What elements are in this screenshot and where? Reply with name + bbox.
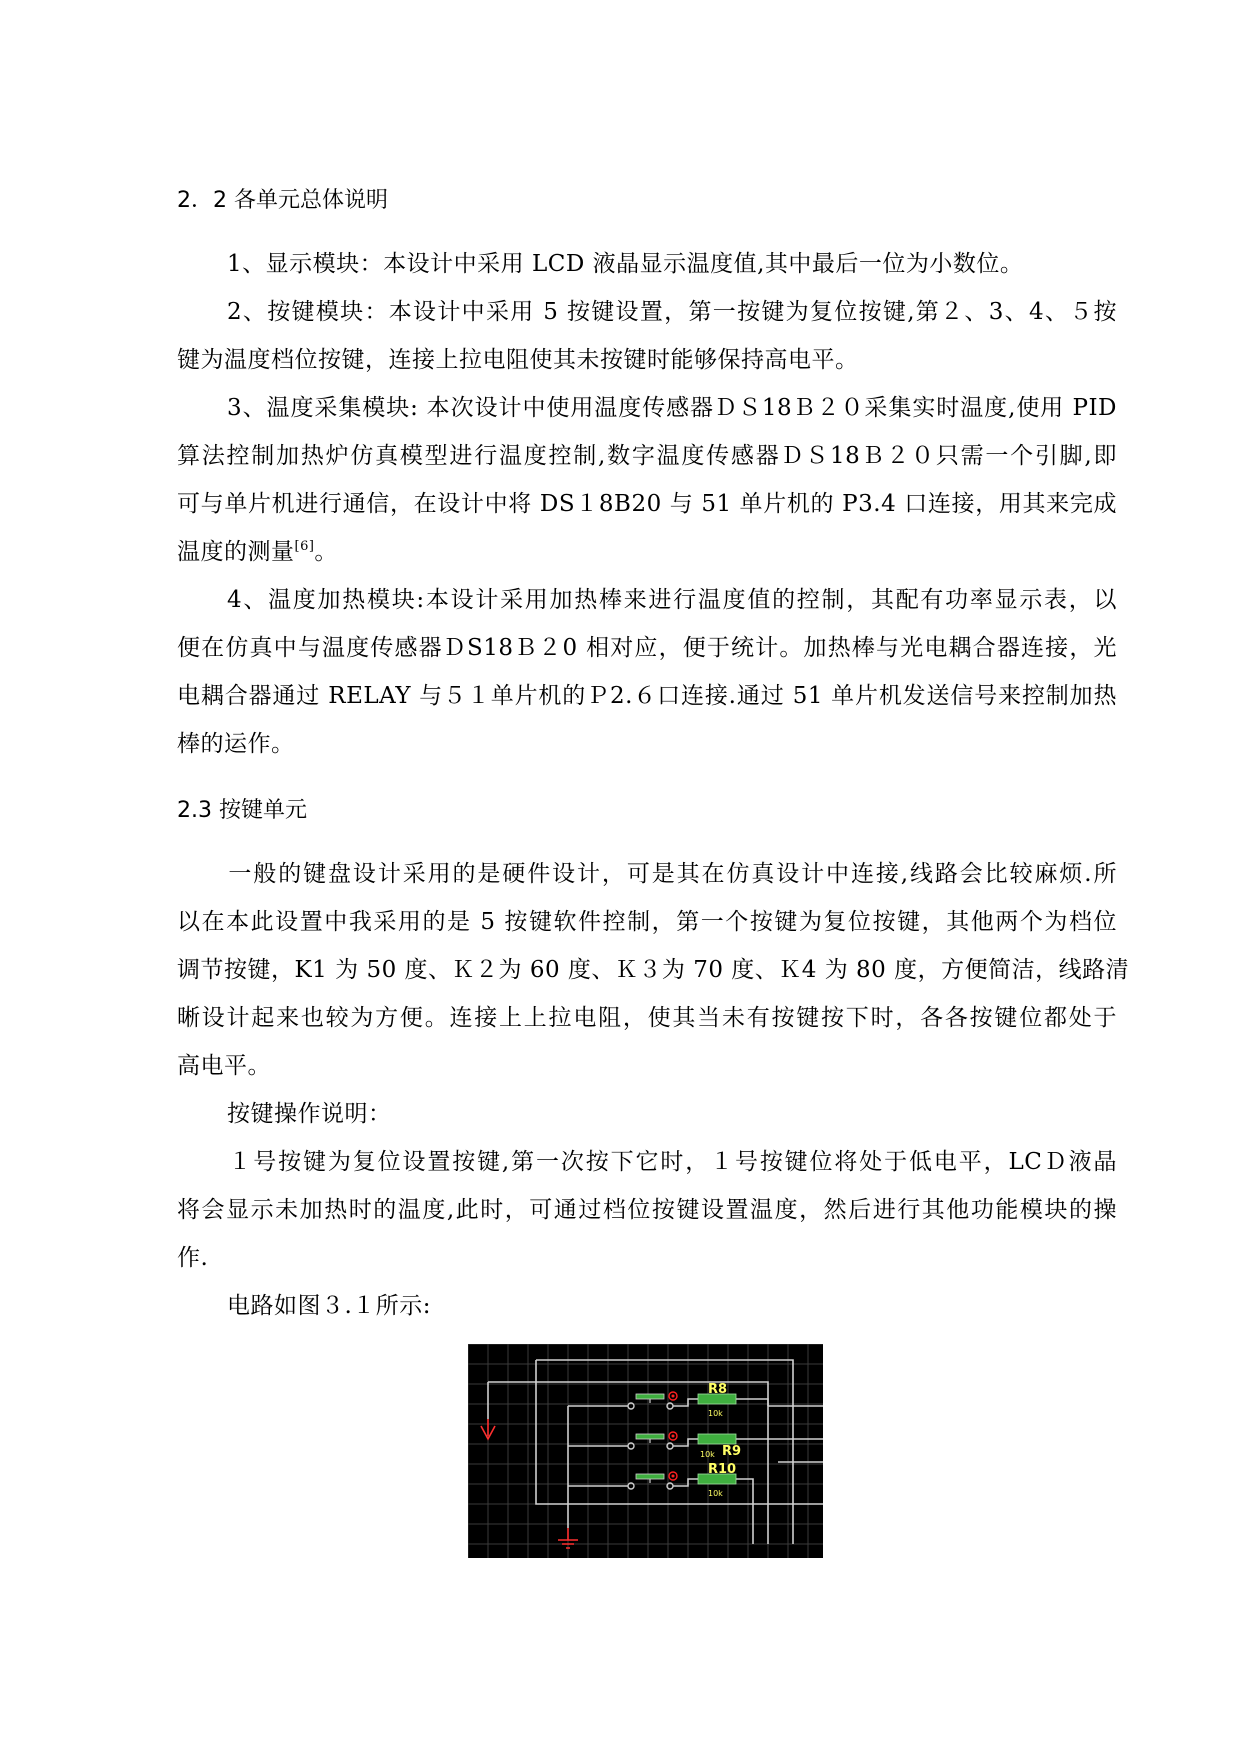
circuit-diagram [468,1344,823,1558]
circuit-background [468,1344,823,1558]
paragraph-key-operation: １号按键为复位设置按键,第一次按下它时，１号按键位将处于低电平，LCＤ液晶 将会显示未加热时的温度,此时，可通过档位按键设置温度，然后进行其他功能模块的操 作. [177,1149,1117,1271]
resistor-value: 10k [708,1409,723,1418]
paragraph-key-operation-title: 按键操作说明： [227,1101,392,1127]
resistor-label: R8 [708,1382,728,1397]
section-heading-2-3: 2.3 按键单元 [177,798,307,823]
circuit-schematic [468,1344,823,1558]
paragraph-key-module: 2、按键模块：本设计中采用 5 按键设置，第一按键为复位按键,第２、3、4、５按 键为温度档位按键，连接上拉电阻使其未按键时能够保持高电平。 [177,299,1117,373]
switch-actuator [636,1474,664,1479]
paragraph-display-module: 1、显示模块：本设计中采用 LCD 液晶显示温度值,其中最后一位为小数位。 [227,251,1024,277]
switch-indicator-dot [672,1435,675,1438]
paragraph-temp-acquisition-module: 3、温度采集模块: 本次设计中使用温度传感器ＤＳ18Ｂ２０采集实时温度,使用 PID 算法控制加热炉仿真模型进行温度控制,数字温度传感器ＤＳ18Ｂ２０只需一个引脚,即 可与单片机进行通信，在设计中将 DS１8B20 与 51 单片机的 P3.4 口连接，用其来完成 温度的测量[6]。 [177,395,1117,565]
resistor-label: R9 [722,1444,742,1459]
section-heading-2-2: 2．2 各单元总体说明 [177,188,388,213]
switch-indicator-dot [672,1475,675,1478]
paragraph-heating-module: 4、温度加热模块:本设计采用加热棒来进行温度值的控制，其配有功率显示表，以 便在仿真中与温度传感器ＤS18Ｂ２0 相对应，便于统计。加热棒与光电耦合器连接，光 电耦合器通过 RELAY 与５１单片机的Ｐ2.６口连接.通过 51 单片机发送信号来控制加热 棒的运作。 [177,587,1117,757]
switch-actuator [636,1434,664,1439]
resistors [698,1382,741,1498]
paragraph-keyboard-design: 一般的键盘设计采用的是硬件设计，可是其在仿真设计中连接,线路会比较麻烦.所 以在本此设置中我采用的是 5 按键软件控制，第一个按键为复位按键，其他两个为档位 调节按键，K1 为 50 度、Ｋ２为 60 度、Ｋ３为 70 度、Ｋ4 为 80 度，方便简洁，线路清 晰设计起来也较为方便。连接上上拉电阻，使其当未有按键按下时，各各按键位都处于 高电平。 [177,861,1130,1079]
switch-indicator-dot [672,1395,675,1398]
switch-actuator [636,1394,664,1399]
resistor-value: 10k [708,1489,723,1498]
paragraph-circuit-caption: 电路如图３.１所示: [227,1293,432,1319]
citation-ref: [6] [294,539,315,554]
resistor-value: 10k [700,1450,715,1459]
resistor-body [698,1434,736,1444]
resistor-label: R10 [708,1462,737,1477]
